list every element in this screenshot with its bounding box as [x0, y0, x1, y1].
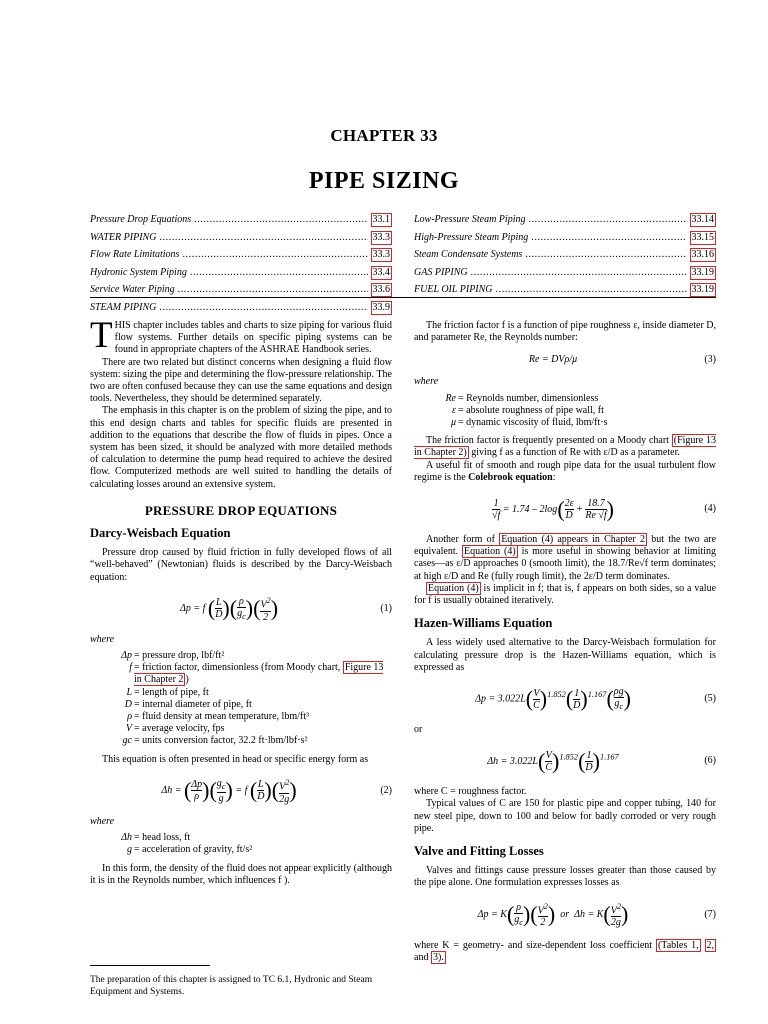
definition-item [112, 723, 392, 735]
symbol: D [124, 698, 132, 710]
paragraph: where K = geometry- and size-dependent loss coefficient (Tables 1, 2, and 3). [414, 939, 715, 963]
toc-entry[interactable] [414, 264, 716, 282]
subsection-heading: Valve and Fitting Losses [414, 844, 544, 859]
intro-paragraph: THIS chapter includes tables and charts to size piping for various fluid flow systems. Further details on specific piping systems can be found in appropriate chapters of the ASHRAE Handbook series. [90, 315, 392, 356]
where-label: where [414, 376, 439, 388]
symbol: ε [452, 404, 456, 416]
footnote: The preparation of this chapter is assigned to TC 6.1, Hydronic and Steam Equipment and Systems. [90, 975, 373, 997]
symbol: ρ [127, 711, 132, 723]
symbol: gc [122, 735, 132, 747]
toc-page-link[interactable]: 33.16 [691, 249, 714, 261]
or-label: or [414, 724, 423, 736]
equation-3: Re = DVρ/μ (3) [528, 354, 716, 366]
toc-page-link[interactable]: 33.3 [372, 249, 390, 261]
symbol: Δh [121, 832, 132, 844]
definition-item [112, 687, 392, 699]
equation-link[interactable]: Equation (4) [428, 582, 479, 594]
definition-text: = dynamic viscosity of fluid, lbm/ft·s [458, 417, 608, 429]
definition-item [112, 832, 392, 844]
definition-text: = pressure drop, lbf/ft² [134, 650, 225, 662]
definition-list [112, 832, 392, 856]
subsection-heading: Hazen-Williams Equation [414, 616, 553, 631]
toc-entry[interactable] [414, 229, 716, 247]
definition-text: = head loss, ft [134, 832, 191, 844]
toc-leader [182, 246, 367, 264]
definition-item [436, 417, 716, 429]
definition-text: = absolute roughness of pipe wall, ft [458, 404, 604, 416]
footnote-rule [90, 965, 210, 966]
paragraph: The friction factor f is a function of pipe roughness ε, inside diameter D, and parameter Re, the Reynolds number: [414, 320, 716, 344]
definition-item [112, 699, 392, 711]
toc-page-link[interactable]: 33.19 [691, 284, 714, 296]
toc-entry[interactable] [90, 264, 392, 282]
paragraph: where C = roughness factor. [414, 786, 527, 798]
toc-label: Flow Rate Limitations [90, 249, 180, 261]
toc-entry[interactable] [414, 211, 716, 229]
paragraph: Typical values of C are 150 for plastic pipe and copper tubing, 140 for new steel pipe, down to 100 and below for badly corroded or very rough pipe. [414, 798, 716, 834]
definition-text: = internal diameter of pipe, ft [134, 698, 252, 710]
toc-entry[interactable] [414, 246, 716, 264]
symbol: Re [445, 392, 456, 404]
toc-entry[interactable] [90, 229, 392, 247]
definition-text: = length of pipe, ft [134, 686, 209, 698]
definition-item [112, 711, 392, 723]
table-link[interactable]: 2, [706, 939, 715, 951]
paragraph: Pressure drop caused by fluid friction in fully developed flows of all “well-behaved” (Newtonian) fluids is described by the Darcy-Weisbach equation: [90, 547, 392, 583]
toc-page-link[interactable]: 33.1 [372, 214, 390, 225]
toc-page-link[interactable]: 33.15 [691, 231, 714, 243]
equation-link[interactable]: Equation (4) [464, 546, 516, 558]
paragraph: A less widely used alternative to the Darcy-Weisbach formulation for calculating pressure drop is the Hazen-Williams equation, which is expressed as [414, 637, 716, 673]
table-link[interactable]: (Tables 1, [657, 939, 699, 951]
definition-text: = fluid density at mean temperature, lbm/ft³ [134, 711, 309, 723]
toc-page-link[interactable]: 33.14 [691, 214, 714, 225]
toc-label: Service Water Piping [90, 284, 175, 296]
toc-leader [531, 229, 686, 247]
symbol: μ [450, 417, 456, 429]
definition-item [112, 735, 392, 747]
figure-link[interactable]: (Figure 13 in Chapter 2) [414, 435, 716, 459]
left-column [90, 315, 392, 887]
subsection-heading: Darcy-Weisbach Equation [90, 526, 231, 541]
definition-list [112, 650, 392, 748]
symbol: f [129, 662, 132, 674]
definition-text: = units conversion factor, 32.2 ft·lbm/lbf·s² [134, 735, 308, 747]
where-label: where [90, 815, 115, 827]
definition-text: = friction factor, dimensionless (from Moody chart, Figure 13 in Chapter 2 ) [134, 662, 384, 686]
where-label: where [90, 633, 115, 645]
toc-leader [159, 299, 367, 317]
toc-label: GAS PIPING [414, 266, 468, 278]
table-link[interactable]: 3). [432, 951, 444, 963]
toc-label: Hydronic System Piping [90, 266, 187, 278]
definition-item [112, 662, 392, 686]
toc-page-link[interactable]: 33.19 [691, 266, 714, 278]
equation-7: Δp = K( $\frac{\rho}{g_c}$ )( $\frac{V^2}{2}$ ) or Δh = K( $\frac{V^2}{2g}$ ) (7) [477, 901, 716, 929]
definition-item [112, 844, 392, 856]
paragraph: Valves and fittings cause pressure losses greater than those caused by the pipe alone. One formulation expresses losses as [414, 865, 716, 889]
definition-text: = average velocity, fps [134, 723, 225, 735]
definition-text: = Reynolds number, dimensionless [458, 392, 599, 404]
toc-left [90, 211, 392, 317]
paragraph: There are two related but distinct concerns when designing a fluid flow system: sizing the pipe and determining the flow-pressure relationship. The two are often confused because they can use the same equations and design tools. Nevertheless, they should be determined separately. [90, 356, 392, 405]
toc-leader [194, 211, 367, 229]
toc-leader [190, 264, 368, 282]
definition-text: = acceleration of gravity, ft/s² [134, 844, 253, 856]
symbol: g [127, 844, 132, 856]
toc-label: STEAM PIPING [90, 301, 157, 313]
toc-leader [525, 246, 686, 264]
paragraph: This equation is often presented in head or specific energy form as [102, 753, 369, 765]
toc-page-link[interactable]: 33.9 [372, 301, 390, 313]
equation-5: Δp = 3.022L( $\frac{V}{C}$ )$^{1.852}$( $\frac{1}{D}$ )$^{1.167}$( $\frac{\rho g}{g_c}$ ) (5) [475, 685, 716, 712]
equation-1: Δp = f ( $\frac{L}{D}$ )( $\frac{\rho}{g_c}$ )( $\frac{V^2}{2}$ ) (1) [179, 595, 392, 623]
chapter-label: CHAPTER 33 [330, 126, 438, 145]
equation-4: $\frac{1}{√f}$ = 1.74 – 2log( $\frac{2\varepsilon}{D}$ + $\frac{18.7}{Re √f}$ ) (4) [492, 495, 716, 521]
paragraph: The emphasis in this chapter is on the problem of sizing the pipe, and to this end design charts and tables for specific fluids are presented in addition to the equations that describe the flow of fluids in pipes. Once a system has been sized, it should be analyzed with more detailed methods of calculation to determine the pump head required to achieve the desired flow. Computerized methods are well suited to handling the details of calculating losses around an extensive system. [90, 405, 392, 490]
paragraph: In this form, the density of the fluid does not appear explicitly (although it is in the Reynolds number, which influences f ). [90, 862, 392, 886]
symbol: V [125, 723, 132, 735]
toc-label: FUEL OIL PIPING [414, 284, 493, 296]
symbol: Δp [121, 650, 132, 662]
figure-link[interactable]: Figure 13 in Chapter 2 [134, 662, 384, 686]
section-heading: PRESSURE DROP EQUATIONS [144, 502, 338, 518]
definition-item [436, 405, 716, 417]
toc-entry[interactable] [90, 299, 392, 317]
toc-label: Pressure Drop Equations [90, 214, 192, 225]
equation-link[interactable]: Equation (4) appears in Chapter 2 [501, 534, 645, 546]
paragraph: Equation (4) is implicit in f; that is, f appears on both sides, so a value for f is usually obtained iteratively. [414, 582, 717, 607]
toc-page-link[interactable]: 33.6 [372, 284, 390, 296]
paragraph: A useful fit of smooth and rough pipe data for the usual turbulent flow regime is the Colebrook equation: [414, 459, 716, 483]
toc-leader [528, 211, 686, 229]
right-column [414, 320, 716, 964]
toc-label: Steam Condensate Systems [414, 249, 523, 261]
toc-entry[interactable] [90, 211, 392, 229]
equation-2: Δh = ( $\frac{\Delta p}{\rho}$ )( $\frac{g_c}{g}$ ) = f ( $\frac{L}{D}$ )( $\frac{V^2}{2g}$ ) (2) [161, 777, 392, 805]
toc-label: WATER PIPING [90, 231, 157, 243]
toc-leader [159, 229, 367, 247]
definition-list [436, 393, 716, 430]
toc-entry[interactable] [90, 246, 392, 264]
definition-item [436, 393, 716, 405]
toc-page-link[interactable]: 33.4 [372, 266, 390, 278]
drop-cap: T [90, 315, 113, 356]
divider [90, 297, 716, 298]
page-title: PIPE SIZING [308, 168, 460, 194]
symbol: L [126, 686, 132, 698]
toc-page-link[interactable]: 33.3 [372, 231, 390, 243]
toc-label: High-Pressure Steam Piping [414, 231, 529, 243]
paragraph: Another form of Equation (4) appears in Chapter 2 but the two are equivalent. Equation (4) is more useful in showing behavior at limiting cases—as ε/D approaches 0 (smooth limit), the 18.7/Re√f term dominates; at high ε/D and Re (fully rough limit), the 2ε/D term dominates. [414, 534, 717, 582]
paragraph: The friction factor is frequently presented on a Moody chart (Figure 13 in Chapter 2) giving f as a function of Re with ε/D as a parameter. [414, 435, 716, 459]
toc-label: Low-Pressure Steam Piping [414, 214, 526, 225]
equation-6: Δh = 3.022L( $\frac{V}{C}$ )$^{1.852}$( $\frac{1}{D}$ )$^{1.167}$ (6) [487, 748, 716, 774]
toc-right [414, 211, 716, 299]
toc-leader [471, 264, 687, 282]
